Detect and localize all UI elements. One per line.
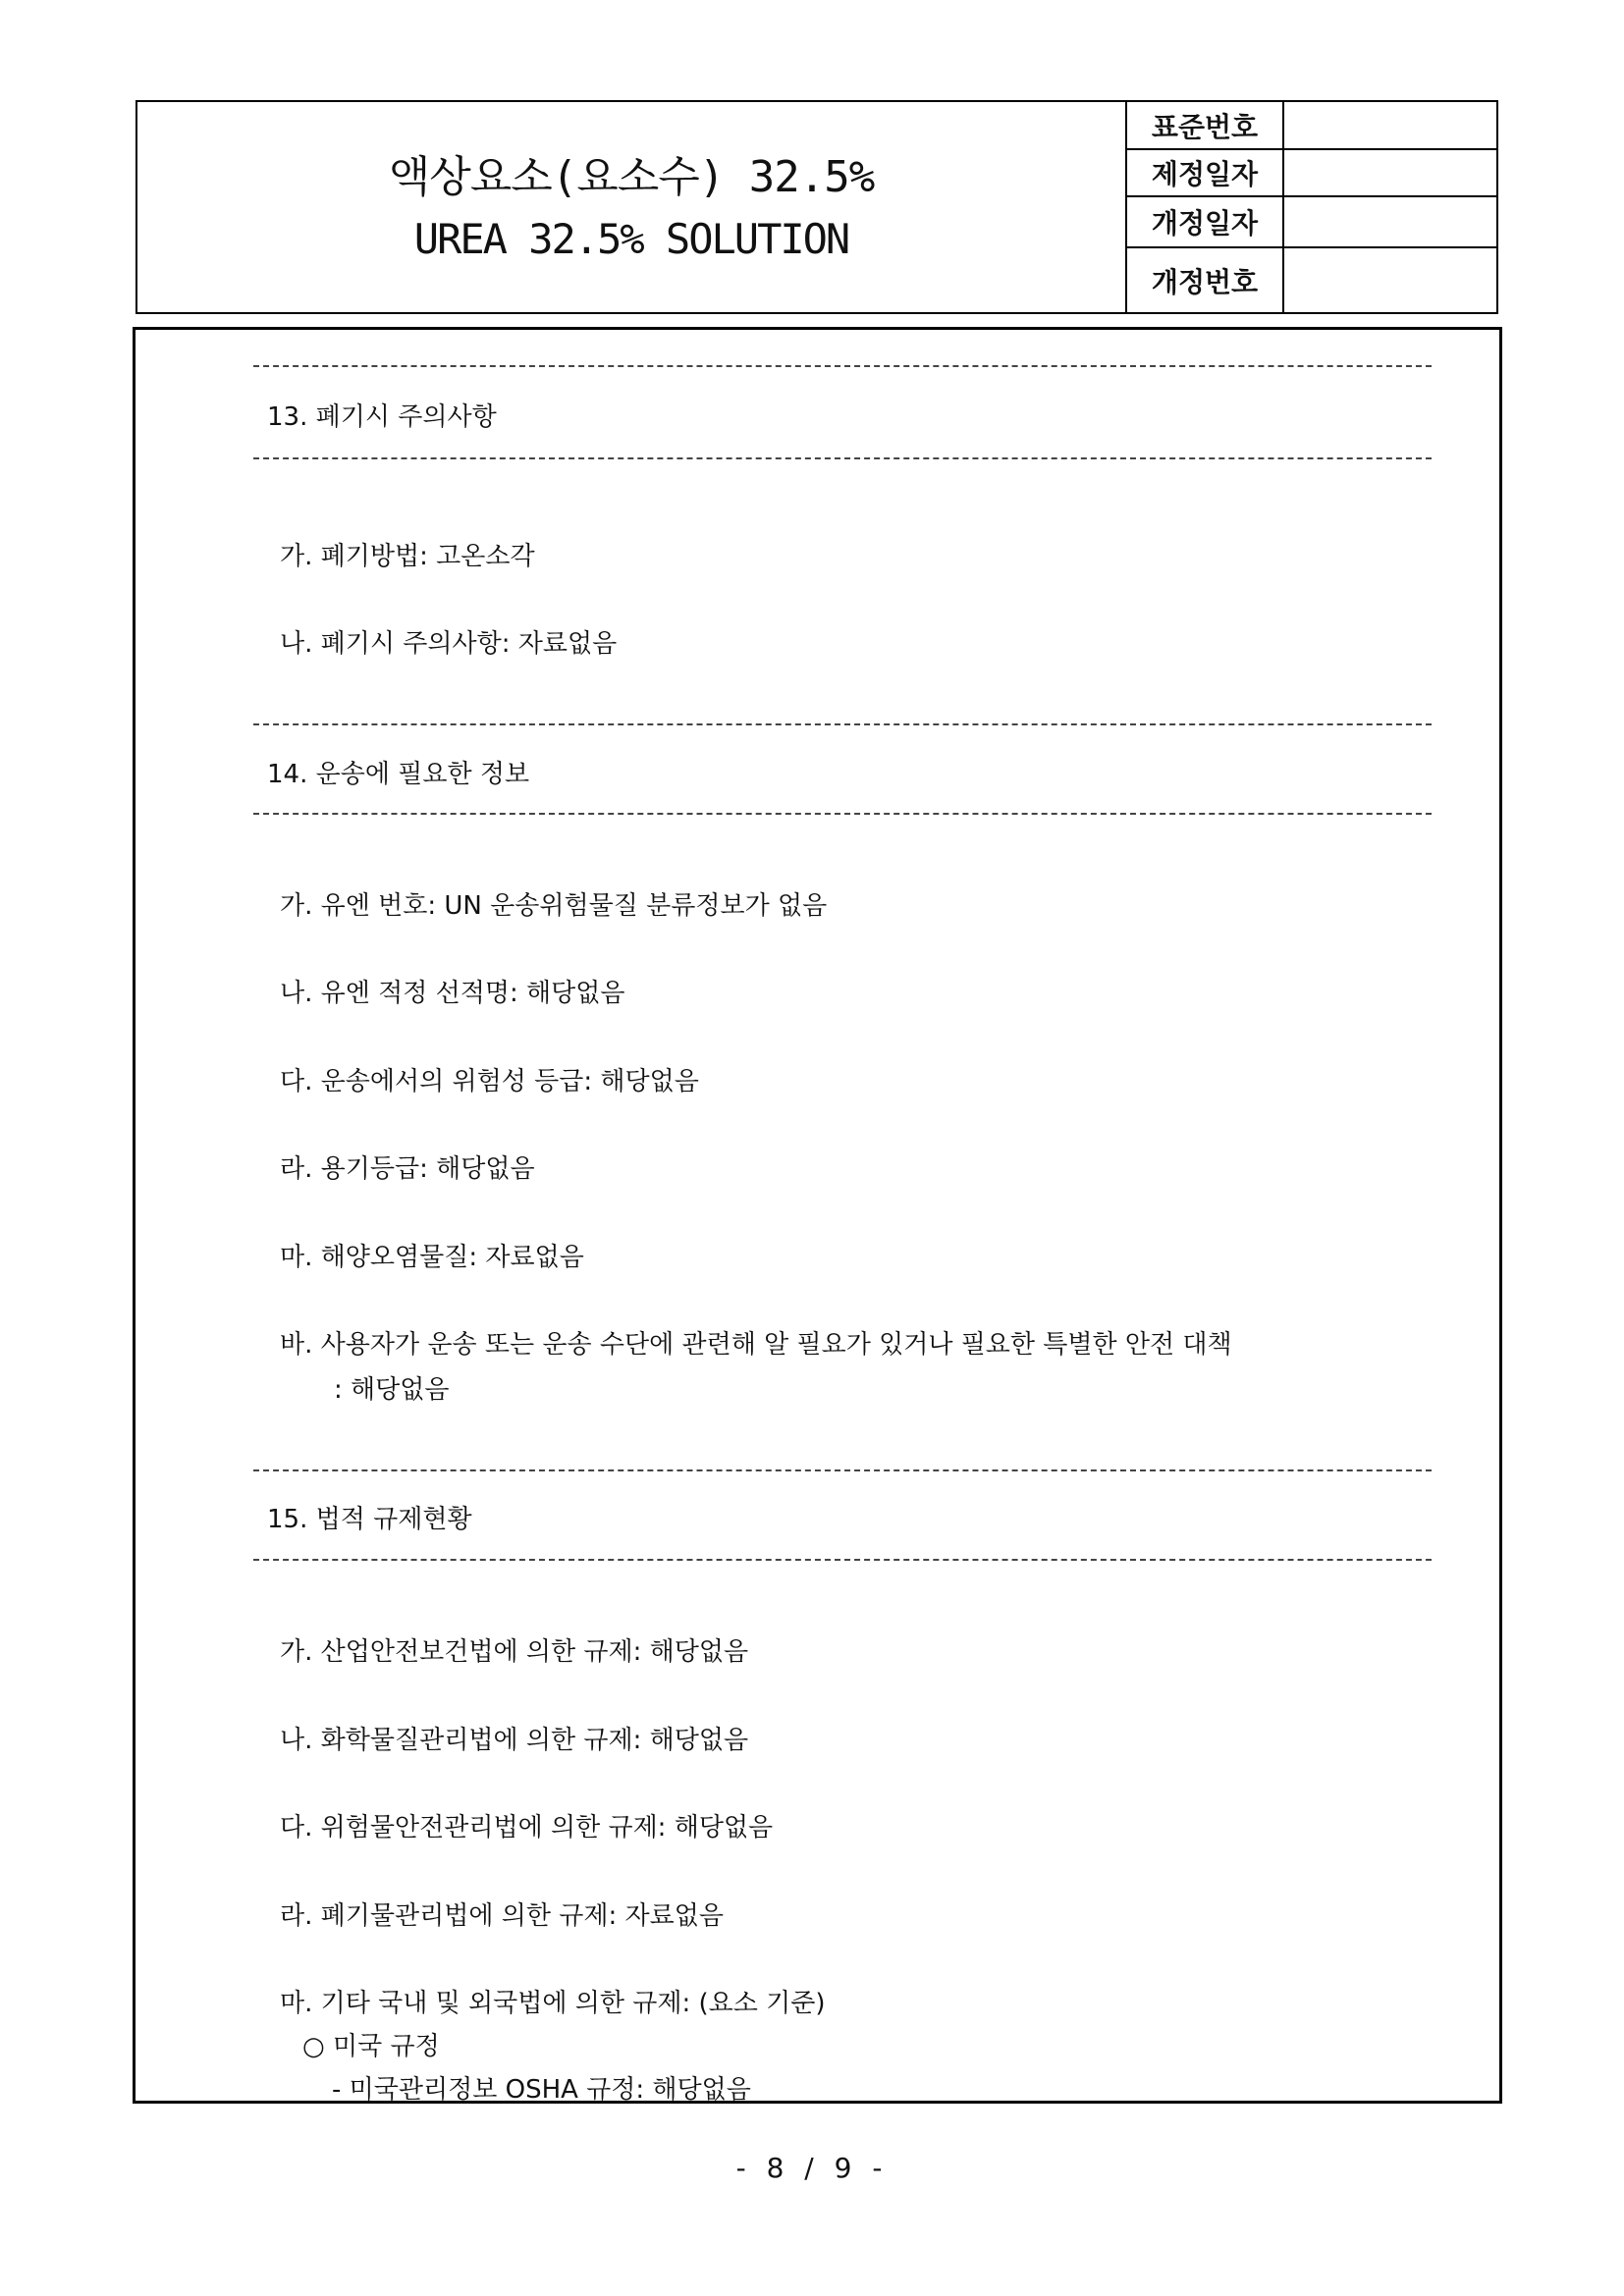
divider: [253, 365, 1432, 367]
meta-value-established-date: [1283, 149, 1498, 196]
divider: [253, 457, 1432, 459]
page-number: - 8 / 9 -: [735, 2152, 889, 2184]
list-item: 다. 운송에서의 위험성 등급: 해당없음: [280, 1067, 699, 1096]
list-item: 다. 위험물안전관리법에 의한 규제: 해당없음: [280, 1813, 774, 1842]
list-item: 나. 폐기시 주의사항: 자료없음: [280, 629, 618, 659]
meta-label-standard-no: 표준번호: [1126, 102, 1283, 149]
meta-label-established-date: 제정일자: [1126, 149, 1283, 196]
list-item: 나. 화학물질관리법에 의한 규제: 해당없음: [280, 1726, 749, 1755]
meta-value-revision-date: [1283, 196, 1498, 247]
section-13-title: 13. 폐기시 주의사항: [267, 402, 497, 432]
list-item-continuation: : 해당없음: [334, 1375, 450, 1405]
section-15-title: 15. 법적 규제현황: [267, 1505, 472, 1534]
list-item: 라. 용기등급: 해당없음: [280, 1154, 535, 1184]
document-header: [135, 100, 1498, 314]
meta-value-revision-no: [1283, 247, 1498, 312]
meta-label-revision-no: 개정번호: [1126, 247, 1283, 312]
sub-heading: ○ 미국 규정: [302, 2032, 440, 2061]
list-item: 바. 사용자가 운송 또는 운송 수단에 관련해 알 필요가 있거나 필요한 특별한 안전 대책: [280, 1330, 1232, 1360]
meta-value-standard-no: [1283, 102, 1498, 149]
meta-label-revision-date: 개정일자: [1126, 196, 1283, 247]
list-item: 마. 기타 국내 및 외국법에 의한 규제: (요소 기준): [280, 1989, 826, 2018]
title-korean: 액상요소(요소수) 32.5%: [388, 152, 875, 202]
title-area: [137, 102, 1125, 312]
section-14-title: 14. 운송에 필요한 정보: [267, 760, 530, 789]
document-meta-table: [1125, 102, 1498, 312]
list-item: 가. 산업안전보건법에 의한 규제: 해당없음: [280, 1637, 749, 1667]
list-item: 가. 폐기방법: 고온소각: [280, 542, 535, 571]
divider: [253, 1469, 1432, 1471]
divider: [253, 813, 1432, 815]
list-item: 나. 유엔 적정 선적명: 해당없음: [280, 979, 625, 1008]
list-item: 마. 해양오염물질: 자료없음: [280, 1243, 584, 1272]
list-item: 라. 폐기물관리법에 의한 규제: 자료없음: [280, 1901, 724, 1931]
title-english: UREA 32.5% SOLUTION: [413, 215, 849, 263]
divider: [253, 723, 1432, 725]
list-item: 가. 유엔 번호: UN 운송위험물질 분류정보가 없음: [280, 891, 828, 921]
divider: [253, 1559, 1432, 1561]
sub-item: - 미국관리정보 OSHA 규정: 해당없음: [332, 2075, 751, 2105]
